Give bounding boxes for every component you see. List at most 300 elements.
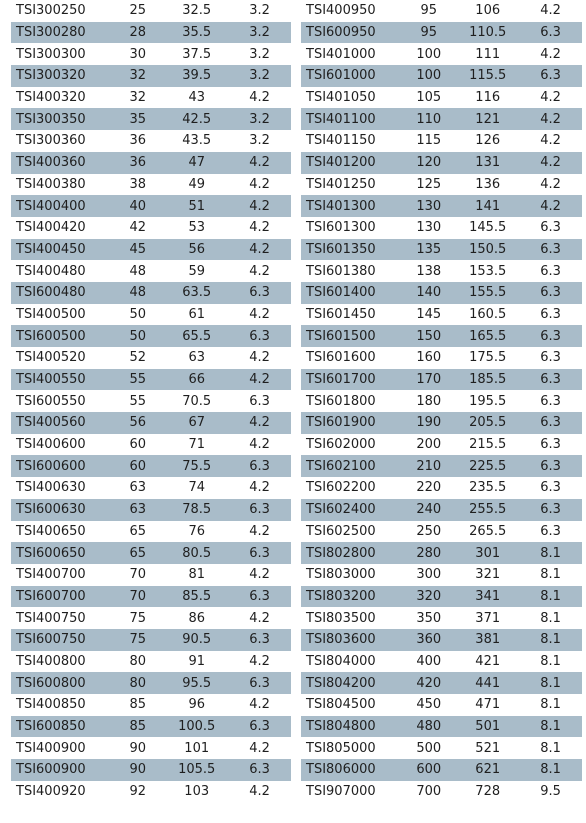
diameter-cell: 225.5 — [469, 458, 507, 474]
thickness-cell: 4.2 — [249, 437, 270, 453]
thickness-cell: 4.2 — [540, 198, 561, 214]
part-number-cell: TSI601700 — [306, 372, 376, 388]
size-cell: 75 — [129, 632, 147, 648]
thickness-cell: 3.2 — [249, 68, 270, 84]
table-row — [301, 195, 582, 217]
part-number-cell: TSI804500 — [306, 697, 376, 713]
thickness-cell: 4.2 — [249, 784, 270, 800]
diameter-cell: 501 — [475, 719, 501, 735]
table-row — [11, 282, 291, 304]
diameter-cell: 59 — [188, 263, 205, 279]
part-number-cell: TSI803000 — [306, 567, 376, 583]
part-number-cell: TSI600700 — [16, 588, 86, 604]
table-row — [11, 195, 291, 217]
table-row — [301, 152, 582, 174]
diameter-cell: 155.5 — [469, 285, 507, 301]
thickness-cell: 6.3 — [540, 502, 561, 518]
size-cell: 190 — [416, 415, 442, 431]
thickness-cell: 4.2 — [249, 176, 270, 192]
thickness-cell: 8.1 — [540, 588, 561, 604]
thickness-cell: 8.1 — [540, 653, 561, 669]
part-number-cell: TSI602400 — [306, 502, 376, 518]
table-row — [301, 369, 582, 391]
size-cell: 42 — [129, 220, 147, 236]
thickness-cell: 6.3 — [540, 328, 561, 344]
thickness-cell: 4.2 — [249, 415, 270, 431]
size-cell: 110 — [416, 111, 442, 127]
diameter-cell: 37.5 — [182, 46, 212, 62]
size-cell: 70 — [129, 567, 147, 583]
diameter-cell: 521 — [475, 740, 501, 756]
thickness-cell: 4.2 — [249, 198, 270, 214]
diameter-cell: 621 — [475, 762, 501, 778]
part-number-cell: TSI600900 — [16, 762, 86, 778]
part-number-cell: TSI401300 — [306, 198, 376, 214]
part-number-cell: TSI401250 — [306, 176, 376, 192]
thickness-cell: 6.3 — [540, 220, 561, 236]
size-cell: 600 — [416, 762, 442, 778]
part-number-cell: TSI601000 — [306, 68, 376, 84]
diameter-cell: 103 — [184, 784, 210, 800]
table-row — [11, 152, 291, 174]
part-number-cell: TSI601900 — [306, 415, 376, 431]
table-row — [11, 651, 291, 673]
part-number-cell: TSI401000 — [306, 46, 376, 62]
part-number-cell: TSI601450 — [306, 306, 376, 322]
diameter-cell: 116 — [475, 90, 501, 106]
part-number-cell: TSI600750 — [16, 632, 86, 648]
table-row — [301, 629, 582, 651]
part-number-cell: TSI300320 — [16, 68, 86, 84]
diameter-cell: 115.5 — [469, 68, 507, 84]
size-cell: 90 — [129, 762, 147, 778]
size-cell: 80 — [129, 675, 147, 691]
diameter-cell: 76 — [188, 523, 205, 539]
table-row — [11, 65, 291, 87]
part-number-cell: TSI300250 — [16, 3, 86, 19]
part-number-cell: TSI601300 — [306, 220, 376, 236]
diameter-cell: 106 — [475, 3, 501, 19]
table-row — [11, 542, 291, 564]
table-row — [301, 737, 582, 759]
thickness-cell: 4.2 — [249, 610, 270, 626]
size-cell: 150 — [416, 328, 442, 344]
diameter-cell: 153.5 — [469, 263, 507, 279]
table-row — [301, 304, 582, 326]
thickness-cell: 4.2 — [249, 306, 270, 322]
part-number-cell: TSI400360 — [16, 155, 86, 171]
diameter-cell: 86 — [188, 610, 205, 626]
size-cell: 300 — [416, 567, 442, 583]
part-number-cell: TSI600550 — [16, 393, 86, 409]
table-row — [11, 22, 291, 44]
thickness-cell: 6.3 — [249, 719, 270, 735]
size-cell: 48 — [129, 263, 147, 279]
part-number-cell: TSI601380 — [306, 263, 376, 279]
thickness-cell: 3.2 — [249, 111, 270, 127]
table-row — [301, 325, 582, 347]
size-cell: 36 — [129, 133, 147, 149]
thickness-cell: 6.3 — [540, 306, 561, 322]
size-cell: 240 — [416, 502, 442, 518]
table-row — [11, 347, 291, 369]
size-cell: 120 — [416, 155, 442, 171]
part-number-cell: TSI600600 — [16, 458, 86, 474]
table-row — [11, 260, 291, 282]
table-row — [301, 65, 582, 87]
part-number-cell: TSI602200 — [306, 480, 376, 496]
thickness-cell: 6.3 — [249, 328, 270, 344]
size-cell: 55 — [129, 393, 147, 409]
part-number-cell: TSI601800 — [306, 393, 376, 409]
diameter-cell: 53 — [188, 220, 205, 236]
thickness-cell: 8.1 — [540, 740, 561, 756]
diameter-cell: 43 — [188, 90, 205, 106]
table-row — [11, 737, 291, 759]
thickness-cell: 4.2 — [540, 155, 561, 171]
part-number-cell: TSI804000 — [306, 653, 376, 669]
diameter-cell: 126 — [475, 133, 501, 149]
thickness-cell: 6.3 — [249, 632, 270, 648]
part-number-cell: TSI602100 — [306, 458, 376, 474]
size-cell: 95 — [420, 3, 438, 19]
diameter-cell: 63.5 — [182, 285, 212, 301]
diameter-cell: 121 — [475, 111, 501, 127]
thickness-cell: 4.2 — [249, 372, 270, 388]
size-cell: 135 — [416, 241, 442, 257]
part-number-cell: TSI400500 — [16, 306, 86, 322]
table-row — [11, 521, 291, 543]
thickness-cell: 3.2 — [249, 133, 270, 149]
table-row — [301, 716, 582, 738]
thickness-cell: 4.2 — [540, 176, 561, 192]
thickness-cell: 6.3 — [540, 372, 561, 388]
thickness-cell: 4.2 — [249, 740, 270, 756]
part-number-cell: TSI600850 — [16, 719, 86, 735]
diameter-cell: 100.5 — [178, 719, 216, 735]
table-row — [301, 239, 582, 261]
part-number-cell: TSI400800 — [16, 653, 86, 669]
thickness-cell: 9.5 — [540, 784, 561, 800]
thickness-cell: 8.1 — [540, 697, 561, 713]
diameter-cell: 80.5 — [182, 545, 212, 561]
diameter-cell: 70.5 — [182, 393, 212, 409]
size-cell: 95 — [420, 25, 438, 41]
size-cell: 38 — [129, 176, 147, 192]
part-number-cell: TSI907000 — [306, 784, 376, 800]
size-cell: 30 — [129, 46, 147, 62]
table-row — [301, 260, 582, 282]
thickness-cell: 4.2 — [249, 653, 270, 669]
diameter-cell: 105.5 — [178, 762, 216, 778]
table-row — [11, 455, 291, 477]
size-cell: 48 — [129, 285, 147, 301]
table-row — [11, 43, 291, 65]
part-number-cell: TSI803600 — [306, 632, 376, 648]
diameter-cell: 42.5 — [182, 111, 212, 127]
part-number-cell: TSI400400 — [16, 198, 86, 214]
size-cell: 60 — [129, 437, 147, 453]
size-cell: 105 — [416, 90, 442, 106]
table-row — [11, 434, 291, 456]
part-number-cell: TSI400630 — [16, 480, 86, 496]
size-cell: 220 — [416, 480, 442, 496]
thickness-cell: 6.3 — [540, 523, 561, 539]
size-cell: 100 — [416, 46, 442, 62]
diameter-cell: 85.5 — [182, 588, 212, 604]
thickness-cell: 8.1 — [540, 545, 561, 561]
size-cell: 25 — [129, 3, 147, 19]
size-cell: 75 — [129, 610, 147, 626]
size-cell: 115 — [416, 133, 442, 149]
part-number-cell: TSI401200 — [306, 155, 376, 171]
size-cell: 80 — [129, 653, 147, 669]
table-row — [301, 759, 582, 781]
size-cell: 55 — [129, 372, 147, 388]
table-row — [301, 455, 582, 477]
thickness-cell: 6.3 — [540, 263, 561, 279]
size-cell: 50 — [129, 328, 147, 344]
size-cell: 500 — [416, 740, 442, 756]
size-cell: 28 — [129, 25, 147, 41]
table-row — [11, 390, 291, 412]
table-row — [11, 87, 291, 109]
thickness-cell: 3.2 — [249, 3, 270, 19]
diameter-cell: 78.5 — [182, 502, 212, 518]
thickness-cell: 4.2 — [540, 90, 561, 106]
thickness-cell: 8.1 — [540, 610, 561, 626]
diameter-cell: 321 — [475, 567, 501, 583]
diameter-cell: 96 — [188, 697, 205, 713]
thickness-cell: 6.3 — [249, 285, 270, 301]
part-number-cell: TSI400850 — [16, 697, 86, 713]
table-row — [301, 694, 582, 716]
diameter-cell: 185.5 — [469, 372, 507, 388]
part-number-cell: TSI802800 — [306, 545, 376, 561]
table-row — [11, 239, 291, 261]
size-cell: 92 — [129, 784, 147, 800]
thickness-cell: 6.3 — [249, 502, 270, 518]
thickness-cell: 4.2 — [249, 263, 270, 279]
size-cell: 50 — [129, 306, 147, 322]
part-number-cell: TSI600800 — [16, 675, 86, 691]
size-cell: 32 — [129, 68, 147, 84]
diameter-cell: 371 — [475, 610, 501, 626]
diameter-cell: 51 — [188, 198, 205, 214]
diameter-cell: 81 — [188, 567, 205, 583]
diameter-cell: 301 — [475, 545, 501, 561]
part-number-cell: TSI400920 — [16, 784, 86, 800]
table-row — [301, 651, 582, 673]
table-row — [301, 564, 582, 586]
thickness-cell: 6.3 — [540, 415, 561, 431]
part-number-cell: TSI401100 — [306, 111, 376, 127]
table-row — [301, 0, 582, 22]
part-number-cell: TSI803500 — [306, 610, 376, 626]
thickness-cell: 4.2 — [249, 220, 270, 236]
size-cell: 36 — [129, 155, 147, 171]
size-cell: 70 — [129, 588, 147, 604]
size-cell: 100 — [416, 68, 442, 84]
size-cell: 63 — [129, 480, 147, 496]
part-number-cell: TSI400900 — [16, 740, 86, 756]
thickness-cell: 4.2 — [249, 480, 270, 496]
diameter-cell: 131 — [475, 155, 501, 171]
part-number-cell: TSI804200 — [306, 675, 376, 691]
size-cell: 85 — [129, 697, 147, 713]
part-number-cell: TSI400420 — [16, 220, 86, 236]
thickness-cell: 6.3 — [540, 68, 561, 84]
part-number-cell: TSI400450 — [16, 241, 86, 257]
thickness-cell: 6.3 — [540, 241, 561, 257]
thickness-cell: 4.2 — [249, 90, 270, 106]
thickness-cell: 6.3 — [249, 762, 270, 778]
part-number-cell: TSI400320 — [16, 90, 86, 106]
diameter-cell: 66 — [188, 372, 205, 388]
size-cell: 480 — [416, 719, 442, 735]
diameter-cell: 441 — [475, 675, 501, 691]
part-number-cell: TSI300360 — [16, 133, 86, 149]
size-cell: 45 — [129, 241, 147, 257]
diameter-cell: 91 — [188, 653, 205, 669]
diameter-cell: 381 — [475, 632, 501, 648]
size-cell: 450 — [416, 697, 442, 713]
thickness-cell: 4.2 — [540, 46, 561, 62]
thickness-cell: 4.2 — [249, 567, 270, 583]
table-row — [301, 521, 582, 543]
thickness-cell: 8.1 — [540, 675, 561, 691]
diameter-cell: 195.5 — [469, 393, 507, 409]
part-number-cell: TSI601600 — [306, 350, 376, 366]
thickness-cell: 4.2 — [249, 523, 270, 539]
diameter-cell: 65.5 — [182, 328, 212, 344]
thickness-cell: 4.2 — [249, 155, 270, 171]
part-number-cell: TSI401050 — [306, 90, 376, 106]
table-row — [301, 87, 582, 109]
diameter-cell: 61 — [188, 306, 205, 322]
part-number-cell: TSI300280 — [16, 25, 86, 41]
table-row — [11, 672, 291, 694]
table-row — [301, 347, 582, 369]
table-row — [301, 781, 582, 803]
part-number-cell: TSI400520 — [16, 350, 86, 366]
table-row — [11, 694, 291, 716]
diameter-cell: 95.5 — [182, 675, 212, 691]
diameter-cell: 56 — [188, 241, 205, 257]
diameter-cell: 265.5 — [469, 523, 507, 539]
table-row — [301, 477, 582, 499]
table-row — [11, 607, 291, 629]
size-cell: 60 — [129, 458, 147, 474]
part-number-cell: TSI600650 — [16, 545, 86, 561]
part-number-cell: TSI601350 — [306, 241, 376, 257]
size-cell: 138 — [416, 263, 442, 279]
thickness-cell: 6.3 — [540, 437, 561, 453]
part-number-cell: TSI602500 — [306, 523, 376, 539]
part-number-cell: TSI600950 — [306, 25, 376, 41]
part-number-cell: TSI602000 — [306, 437, 376, 453]
table-row — [301, 282, 582, 304]
diameter-cell: 43.5 — [182, 133, 212, 149]
size-cell: 145 — [416, 306, 442, 322]
part-number-cell: TSI401150 — [306, 133, 376, 149]
parts-table-right — [301, 0, 582, 802]
table-row — [11, 781, 291, 803]
diameter-cell: 35.5 — [182, 25, 212, 41]
part-number-cell: TSI601400 — [306, 285, 376, 301]
parts-table-left — [11, 0, 291, 802]
thickness-cell: 6.3 — [249, 458, 270, 474]
part-number-cell: TSI803200 — [306, 588, 376, 604]
table-row — [11, 759, 291, 781]
thickness-cell: 8.1 — [540, 567, 561, 583]
diameter-cell: 145.5 — [469, 220, 507, 236]
diameter-cell: 255.5 — [469, 502, 507, 518]
size-cell: 52 — [129, 350, 147, 366]
table-row — [11, 174, 291, 196]
size-cell: 400 — [416, 653, 442, 669]
thickness-cell: 6.3 — [540, 480, 561, 496]
size-cell: 350 — [416, 610, 442, 626]
diameter-cell: 111 — [475, 46, 501, 62]
table-row — [301, 130, 582, 152]
part-number-cell: TSI804800 — [306, 719, 376, 735]
diameter-cell: 49 — [188, 176, 205, 192]
diameter-cell: 471 — [475, 697, 501, 713]
table-row — [11, 629, 291, 651]
size-cell: 130 — [416, 220, 442, 236]
part-number-cell: TSI400550 — [16, 372, 86, 388]
diameter-cell: 160.5 — [469, 306, 507, 322]
thickness-cell: 6.3 — [540, 25, 561, 41]
thickness-cell: 6.3 — [540, 350, 561, 366]
diameter-cell: 75.5 — [182, 458, 212, 474]
diameter-cell: 150.5 — [469, 241, 507, 257]
table-row — [11, 217, 291, 239]
table-row — [301, 43, 582, 65]
thickness-cell: 6.3 — [540, 393, 561, 409]
diameter-cell: 136 — [475, 176, 501, 192]
diameter-cell: 728 — [475, 784, 501, 800]
size-cell: 65 — [129, 545, 147, 561]
size-cell: 170 — [416, 372, 442, 388]
thickness-cell: 6.3 — [249, 393, 270, 409]
diameter-cell: 63 — [188, 350, 205, 366]
thickness-cell: 8.1 — [540, 719, 561, 735]
table-row — [11, 369, 291, 391]
part-number-cell: TSI600500 — [16, 328, 86, 344]
part-number-cell: TSI400950 — [306, 3, 376, 19]
part-number-cell: TSI806000 — [306, 762, 376, 778]
size-cell: 65 — [129, 523, 147, 539]
table-row — [301, 412, 582, 434]
size-cell: 210 — [416, 458, 442, 474]
part-number-cell: TSI400560 — [16, 415, 86, 431]
thickness-cell: 4.2 — [540, 133, 561, 149]
thickness-cell: 6.3 — [249, 588, 270, 604]
size-cell: 320 — [416, 588, 442, 604]
part-number-cell: TSI600480 — [16, 285, 86, 301]
thickness-cell: 4.2 — [249, 350, 270, 366]
size-cell: 180 — [416, 393, 442, 409]
size-cell: 700 — [416, 784, 442, 800]
thickness-cell: 8.1 — [540, 632, 561, 648]
table-row — [301, 607, 582, 629]
diameter-cell: 141 — [475, 198, 501, 214]
diameter-cell: 205.5 — [469, 415, 507, 431]
size-cell: 160 — [416, 350, 442, 366]
diameter-cell: 71 — [188, 437, 205, 453]
